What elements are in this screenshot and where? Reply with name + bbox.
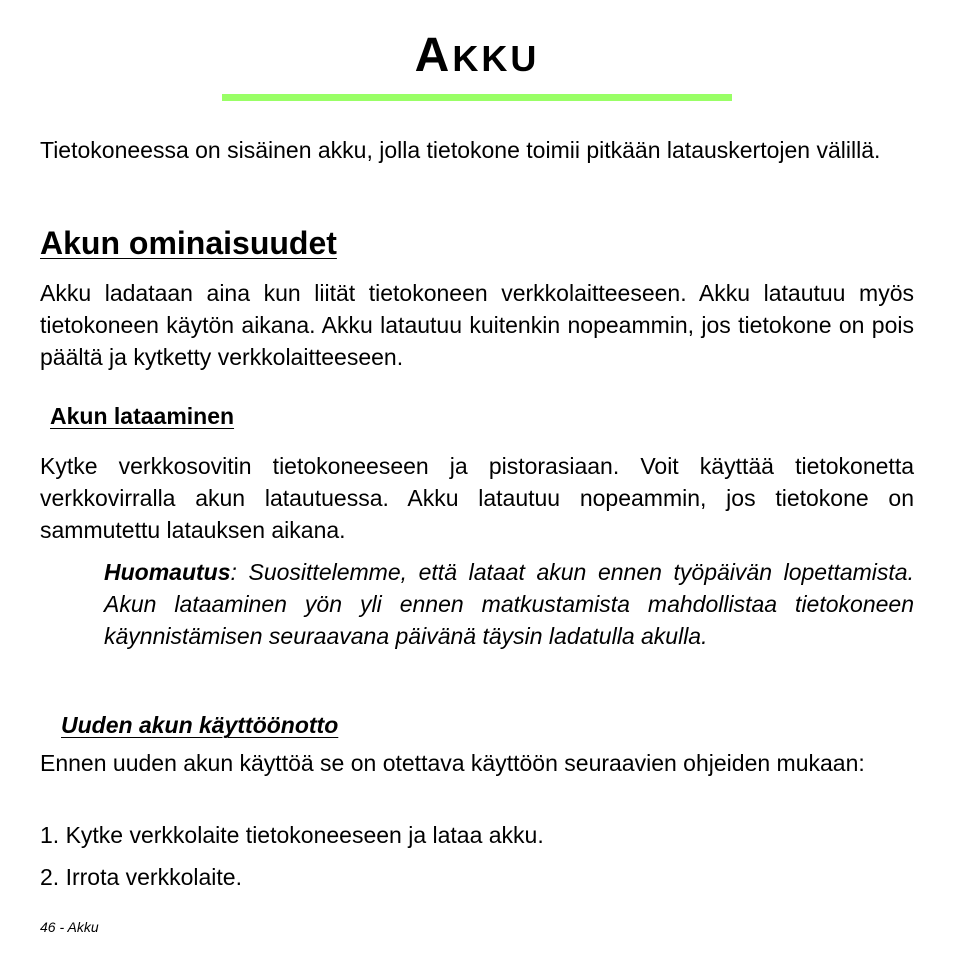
- note-label: Huomautus: [104, 559, 231, 585]
- intro-paragraph: Tietokoneessa on sisäinen akku, jolla tietokone toimii pitkään latauskertojen välillä.: [40, 137, 881, 163]
- page-footer: 46 - Akku: [40, 919, 99, 935]
- subsection-paragraph: Kytke verkkosovitin tietokoneeseen ja pistorasiaan. Voit käyttää tietokonetta verkkovirralla akun latautuessa. Akku latautuu nopeammin, jos tietokone on sammutettu latauksen aikana.: [40, 453, 914, 543]
- title-accent-bar: [222, 94, 732, 101]
- subsection-heading: Akun lataaminen: [50, 403, 235, 429]
- note-block: [104, 556, 914, 652]
- note-text: : Suosittelemme, että lataat akun ennen työpäivän lopettamista. Akun lataaminen yön yli ennen matkustamista mahdollistaa tietokoneen käynnistämisen seuraavana päivänä täysin ladatulla akulla.: [104, 559, 914, 649]
- document-page: [40, 0, 914, 954]
- page-title-first-letter: A: [414, 29, 453, 82]
- page-title-rest: KKU: [452, 38, 540, 79]
- list-item: 1. Kytke verkkolaite tietokoneeseen ja lataa akku.: [40, 822, 544, 848]
- list-item: 2. Irrota verkkolaite.: [40, 864, 242, 890]
- new-battery-heading: Uuden akun käyttöönotto: [61, 712, 339, 738]
- new-battery-paragraph: Ennen uuden akun käyttöä se on otettava käyttöön seuraavien ohjeiden mukaan:: [40, 750, 865, 776]
- section-paragraph: Akku ladataan aina kun liität tietokoneen verkkolaitteeseen. Akku latautuu myös tietokoneen käytön aikana. Akku latautuu kuitenkin nopeammin, jos tietokone on pois päältä ja kytketty verkkolaitteeseen.: [40, 280, 914, 370]
- section-heading: Akun ominaisuudet: [40, 225, 337, 261]
- page-title: [40, 28, 914, 87]
